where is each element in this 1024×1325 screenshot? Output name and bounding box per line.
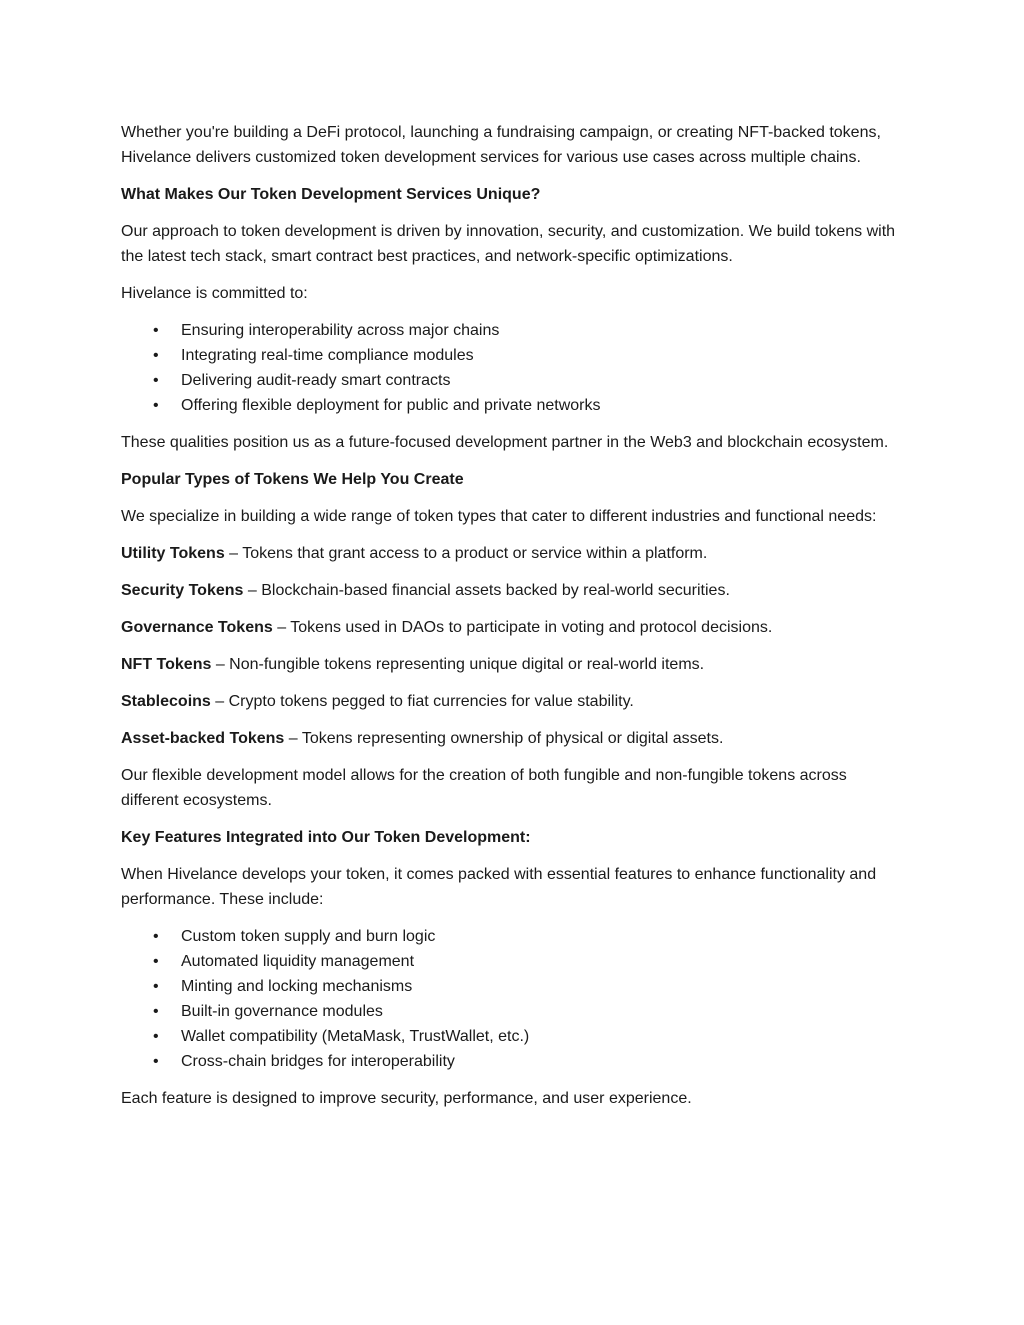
list-item: • Cross-chain bridges for interoperability: [121, 1049, 906, 1074]
token-type-asset-backed: Asset-backed Tokens – Tokens representing ownership of physical or digital assets.: [121, 730, 724, 747]
section1-closing: These qualities position us as a future-focused development partner in the Web3 and blockchain ecosystem.: [121, 434, 889, 451]
list-item: • Integrating real-time compliance modules: [121, 343, 906, 368]
token-type-security: Security Tokens – Blockchain-based financial assets backed by real-world securities.: [121, 582, 730, 599]
bullet-icon: •: [153, 978, 159, 995]
list-item: • Automated liquidity management: [121, 949, 906, 974]
list-item: • Custom token supply and burn logic: [121, 924, 906, 949]
bullet-icon: •: [153, 347, 159, 364]
bullet-icon: •: [153, 1053, 159, 1070]
list-item: • Minting and locking mechanisms: [121, 974, 906, 999]
intro-paragraph: Whether you're building a DeFi protocol, launching a fundraising campaign, or creating NFT-backed tokens, Hivelance delivers customized token development services for various use cases across multiple chains.: [121, 124, 881, 166]
section2-heading: Popular Types of Tokens We Help You Create: [121, 471, 464, 488]
bullet-icon: •: [153, 372, 159, 389]
list-item: • Delivering audit-ready smart contracts: [121, 368, 906, 393]
section1-body: Our approach to token development is driven by innovation, security, and customization. We build tokens with the latest tech stack, smart contract best practices, and network-specific optimizations.: [121, 223, 896, 265]
list-item: • Ensuring interoperability across major chains: [121, 318, 906, 343]
bullet-icon: •: [153, 1003, 159, 1020]
token-type-utility: Utility Tokens – Tokens that grant access to a product or service within a platform.: [121, 545, 708, 562]
section1-heading: What Makes Our Token Development Services Unique?: [121, 186, 541, 203]
document-page: [121, 120, 906, 1123]
section3-closing: Each feature is designed to improve security, performance, and user experience.: [121, 1090, 692, 1107]
bullet-icon: •: [153, 397, 159, 414]
section2-body: We specialize in building a wide range of token types that cater to different industries and functional needs:: [121, 508, 877, 525]
bullet-icon: •: [153, 953, 159, 970]
bullet-icon: •: [153, 1028, 159, 1045]
section2-closing: Our flexible development model allows for the creation of both fungible and non-fungible tokens across different ecosystems.: [121, 767, 847, 809]
section3-body: When Hivelance develops your token, it comes packed with essential features to enhance functionality and performance. These include:: [121, 866, 877, 908]
section1-lead: Hivelance is committed to:: [121, 285, 308, 302]
token-type-stablecoin: Stablecoins – Crypto tokens pegged to fiat currencies for value stability.: [121, 693, 634, 710]
commitment-list: [121, 318, 906, 418]
list-item: • Built-in governance modules: [121, 999, 906, 1024]
token-type-nft: NFT Tokens – Non-fungible tokens representing unique digital or real-world items.: [121, 656, 705, 673]
token-type-governance: Governance Tokens – Tokens used in DAOs to participate in voting and protocol decisions.: [121, 619, 773, 636]
features-list: [121, 924, 906, 1074]
bullet-icon: •: [153, 322, 159, 339]
section3-heading: Key Features Integrated into Our Token Development:: [121, 829, 531, 846]
list-item: • Wallet compatibility (MetaMask, TrustWallet, etc.): [121, 1024, 906, 1049]
list-item: • Offering flexible deployment for public and private networks: [121, 393, 906, 418]
bullet-icon: •: [153, 928, 159, 945]
